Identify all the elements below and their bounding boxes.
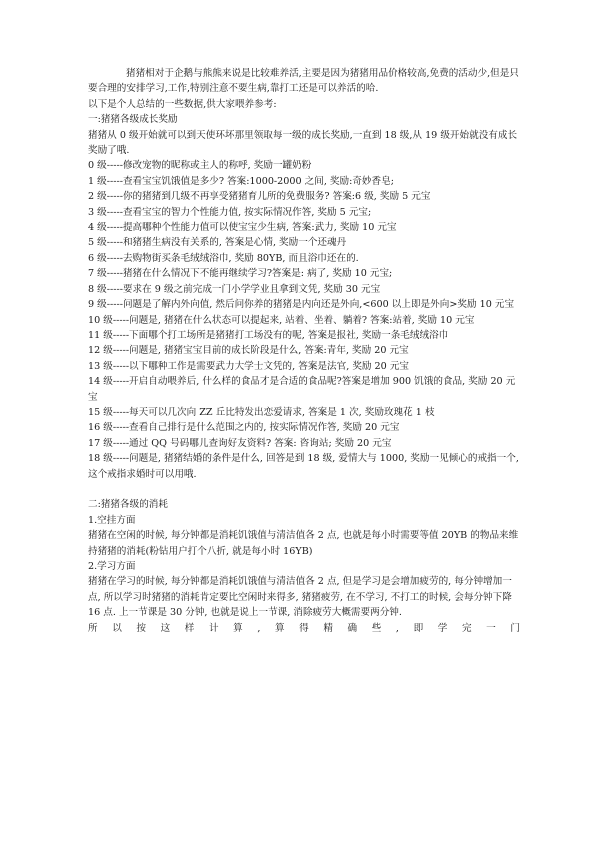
char: ,	[257, 622, 261, 634]
char: 这	[160, 622, 171, 634]
char: 样	[184, 622, 195, 634]
char: 算	[274, 622, 285, 634]
section2-last-line	[88, 621, 520, 636]
section2-sub1-text: 猪猪在空闲的时候, 每分钟都是消耗饥饿值与清洁值各 2 点, 也就是每小时需要等值 20YB 的物品来维持猪猪的消耗(粉钻用户打个八折, 就是每小时 16YB)	[88, 530, 519, 557]
char: ,	[395, 622, 399, 634]
char: 按	[136, 622, 146, 634]
level-item: 13 级-----以下哪种工作是需要武力大学士文凭的, 答案是法官, 奖励 20 元宝	[88, 360, 410, 372]
level-item: 2 级-----你的猪猪到几级不再享受猪猪育儿所的免费服务? 答案:6 级, 奖励 5 元宝	[88, 191, 431, 203]
level-item: 14 级-----开启自动喂养后, 什么样的食品才是合适的食品呢?答案是增加 900 饥饿的食品, 奖励 20 元宝	[88, 376, 516, 403]
level-item: 17 级-----通过 QQ 号码哪儿查询好友资料? 答案: 咨询站; 奖励 20 元宝	[88, 437, 392, 449]
level-item: 1 级-----查看宝宝饥饿值是多少? 答案:1000-2000 之间, 奖励:奇妙香皂;	[88, 175, 394, 187]
section2-sub2-text: 猪猪在学习的时候, 每分钟都是消耗饥饿值与清洁值各 2 点, 但是学习是会增加疲劳的, 每分钟增加一点, 所以学习时猪猪的消耗肯定要比空闲时来得多, 猪猪疲劳, 在不学习, 不打工的时候, 会每分钟下降 16 点. 上一节课是 30 分钟, 也就是说上一节课, 消除疲劳大概需要两分钟.	[88, 576, 512, 619]
char: 得	[299, 622, 309, 634]
char: 一	[486, 622, 496, 634]
level-item: 16 级-----查看自己排行是什么范围之内的, 按实际情况作答, 奖励 20 元宝	[88, 422, 400, 434]
section2-heading: 二:猪猪各级的消耗	[88, 499, 168, 511]
intro-note: 以下是个人总结的一些数据,供大家喂养参考:	[88, 98, 277, 110]
section2-sub2-heading: 2.学习方面	[88, 560, 136, 572]
level-item: 12 级-----问题是, 猪猪宝宝目前的成长阶段是什么, 答案:青年, 奖励 20 元宝	[88, 345, 409, 357]
char: 以	[112, 622, 122, 634]
level-item: 6 级-----去购物街买条毛绒绒浴巾, 奖励 80YB, 而且浴巾还在的.	[88, 252, 359, 264]
char: 所	[88, 622, 98, 634]
level-item: 10 级-----问题是, 猪猪在什么状态可以提起来, 站着、坐着、躺着? 答案:站着, 奖励 10 元宝	[88, 314, 475, 326]
level-item: 0 级-----修改宠物的昵称或主人的称呼, 奖励一罐奶粉	[88, 160, 312, 172]
char: 精	[323, 622, 333, 634]
char: 完	[461, 622, 472, 634]
section2-sub1-heading: 1.空挂方面	[88, 514, 136, 526]
level-item: 18 级-----问题是, 猪猪结婚的条件是什么, 回答是到 18 级, 爱情大与 1000, 奖励一见倾心的戒指一个, 这个戒指求婚时可以用哦.	[88, 453, 519, 480]
intro-paragraph: 猪猪相对于企鹅与熊熊来说是比较难养活,主要是因为猪猪用品价格较高,免费的活动少,但是只要合理的安排学习,工作,特别注意不要生病,靠打工还是可以养活的哈.	[88, 68, 519, 95]
char: 门	[510, 622, 520, 634]
section1-heading: 一:猪猪各级成长奖励	[88, 114, 178, 126]
section1-description: 猪猪从 0 级开始就可以到天使环坏那里领取每一级的成长奖励,一直到 18 级,从 19 级开始就没有成长奖励了哦.	[88, 129, 518, 157]
level-item: 9 级-----问题是了解内外向值, 然后问你养的猪猪是内向还是外向,<600 以上即是外向>奖励 10 元宝	[88, 299, 515, 311]
char: 算	[233, 622, 243, 634]
char: 些	[371, 622, 382, 634]
level-item: 4 级-----提高哪种个性能力值可以使宝宝少生病, 答案:武力, 奖励 10 元宝	[88, 222, 397, 234]
char: 学	[437, 622, 448, 634]
section-spacer	[88, 482, 520, 497]
level-item: 8 级-----要求在 9 级之前完成一门小学学业且拿到文凭, 奖励 30 元宝	[88, 283, 381, 295]
level-item: 11 级-----下面哪个打工场所是猪猪打工场没有的呢, 答案是报社, 奖励一条毛绒绒浴巾	[88, 329, 449, 341]
char: 确	[347, 622, 358, 634]
level-reward-list	[88, 158, 520, 482]
level-item: 7 级-----猪猪在什么情况下不能再继续学习?答案是: 病了, 奖励 10 元宝;	[88, 268, 393, 280]
char: 即	[413, 622, 424, 634]
level-item: 3 级-----查看宝宝的智力个性能力值, 按实际情况作答, 奖励 5 元宝;	[88, 206, 372, 218]
document-page	[88, 66, 520, 636]
char: 计	[208, 622, 219, 634]
level-item: 15 级-----每天可以几次向 ZZ 丘比特发出恋爱请求, 答案是 1 次, 奖励玫瑰花 1 枝	[88, 406, 435, 418]
level-item: 5 级-----和猪猪生病没有关系的, 答案是心情, 奖励一个还魂丹	[88, 237, 347, 249]
